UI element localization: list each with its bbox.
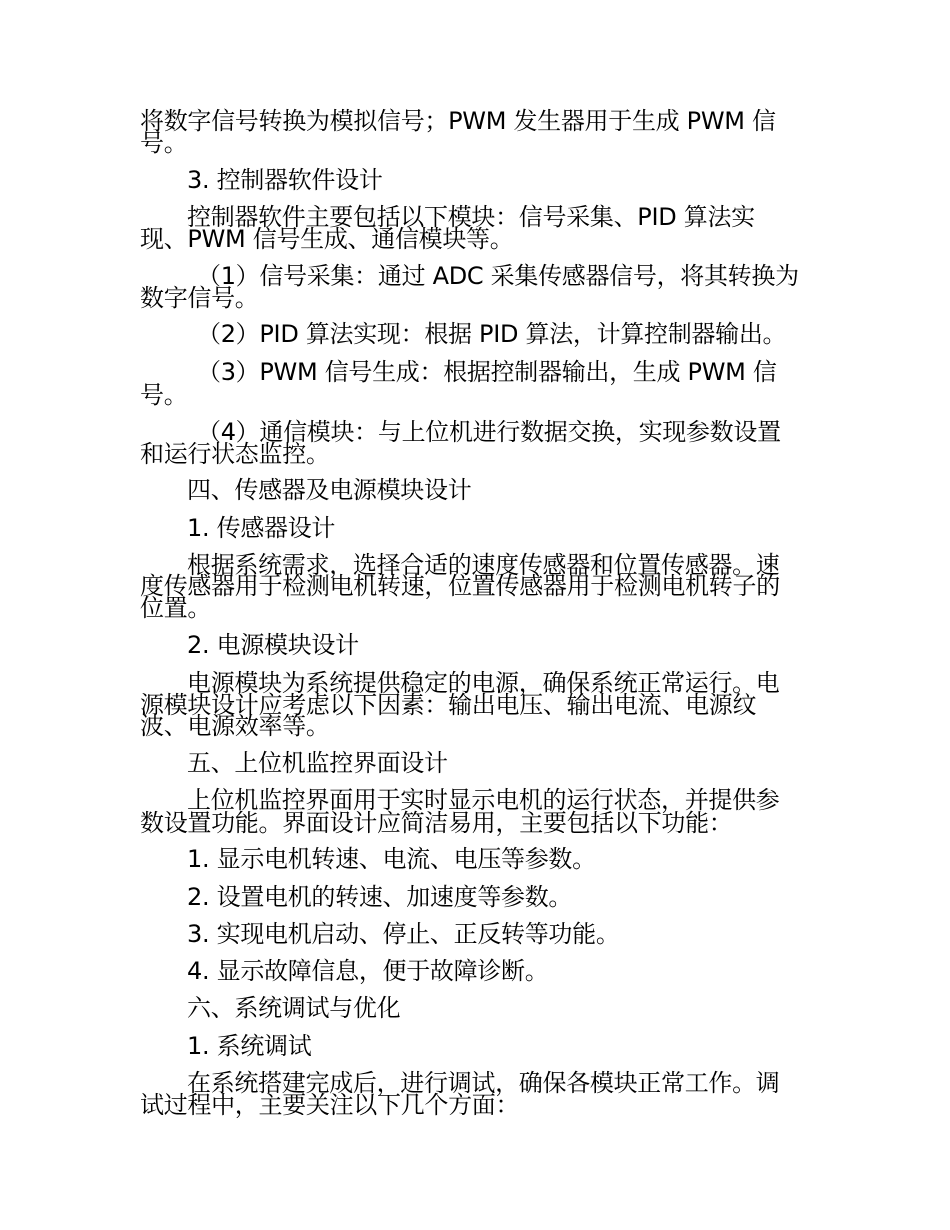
- list-item: （2）PID 算法实现：根据 PID 算法，计算控制器输出。: [197, 320, 787, 348]
- paragraph-line: 上位机监控界面用于实时显示电机的运行状态，并提供参: [187, 786, 780, 814]
- subsection-heading: 1. 系统调试: [187, 1032, 312, 1060]
- section-heading: 3. 控制器软件设计: [187, 166, 383, 194]
- section-heading: 五、上位机监控界面设计: [187, 749, 448, 777]
- section-heading: 六、系统调试与优化: [187, 994, 401, 1022]
- paragraph-line: 电源模块为系统提供稳定的电源，确保系统正常运行。电: [187, 669, 780, 697]
- paragraph-line: 在系统搭建完成后，进行调试，确保各模块正常工作。调: [187, 1069, 780, 1097]
- paragraph-line: 将数字信号转换为模拟信号；PWM 发生器用于生成 PWM 信: [140, 107, 776, 135]
- list-item: 1. 显示电机转速、电流、电压等参数。: [187, 845, 596, 873]
- paragraph-line: 号。: [140, 381, 188, 409]
- paragraph-line: 试过程中，主要关注以下几个方面：: [140, 1091, 520, 1119]
- list-item: （3）PWM 信号生成：根据控制器输出，生成 PWM 信: [197, 358, 777, 386]
- list-item: （1）信号采集：通过 ADC 采集传感器信号，将其转换为: [197, 262, 799, 290]
- paragraph-line: 号。: [140, 129, 188, 157]
- paragraph-line: 数设置功能。界面设计应简洁易用，主要包括以下功能：: [140, 809, 733, 837]
- subsection-heading: 1. 传感器设计: [187, 514, 336, 542]
- subsection-heading: 2. 电源模块设计: [187, 631, 359, 659]
- paragraph-line: 现、PWM 信号生成、通信模块等。: [140, 225, 514, 253]
- paragraph-line: 根据系统需求，选择合适的速度传感器和位置传感器。速: [187, 551, 780, 579]
- section-heading: 四、传感器及电源模块设计: [187, 476, 472, 504]
- paragraph-line: 控制器软件主要包括以下模块：信号采集、PID 算法实: [187, 203, 755, 231]
- list-item: 3. 实现电机启动、停止、正反转等功能。: [187, 920, 620, 948]
- paragraph-line: 源模块设计应考虑以下因素：输出电压、输出电流、电源纹: [140, 691, 757, 719]
- list-item: （4）通信模块：与上位机进行数据交换，实现参数设置: [197, 418, 781, 446]
- paragraph-line: 波、电源效率等。: [140, 712, 330, 740]
- paragraph-line: 数字信号。: [140, 284, 259, 312]
- paragraph-line: 和运行状态监控。: [140, 440, 330, 468]
- list-item: 2. 设置电机的转速、加速度等参数。: [187, 883, 573, 911]
- paragraph-line: 位置。: [140, 594, 212, 622]
- paragraph-line: 度传感器用于检测电机转速，位置传感器用于检测电机转子的: [140, 572, 780, 600]
- list-item: 4. 显示故障信息，便于故障诊断。: [187, 957, 549, 985]
